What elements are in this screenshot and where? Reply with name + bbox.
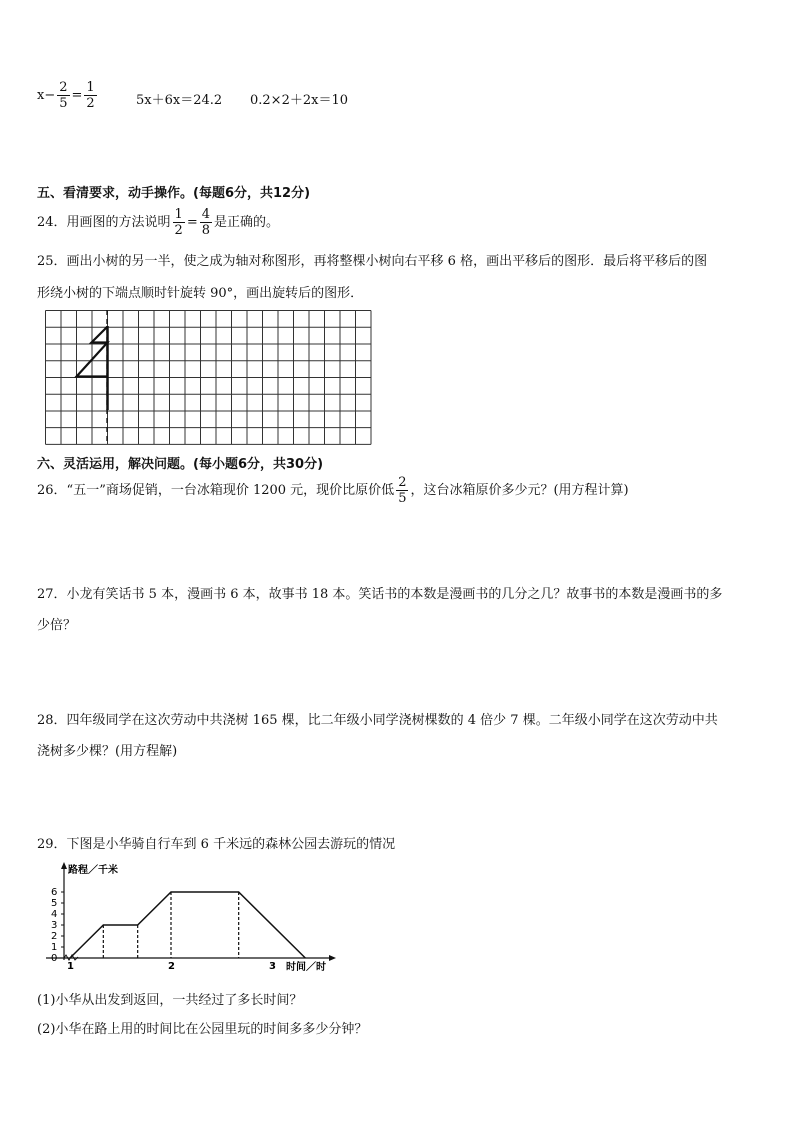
- q26-fraction: $\frac{2}{5}$: [398, 475, 407, 506]
- question-29-sub-2: (2)小华在路上用的时间比在公园里玩的时间多多少分钟？: [37, 1022, 368, 1037]
- y-tick-label: 6: [51, 887, 58, 898]
- eq1-equals: =: [71, 88, 83, 103]
- section-5-heading: 五、看清要求，动手操作。(每题6分，共12分): [37, 186, 311, 201]
- eq1-fraction-1: $\frac{2}{5}$: [59, 80, 68, 111]
- question-26: 26．“五一”商场促销，一台冰箱现价 1200 元，现价比原价低 $\frac{2}{5}$ ，这台冰箱原价多少元？(用方程计算): [37, 475, 629, 506]
- q24-fraction-2: $\frac{4}{8}$: [201, 207, 211, 238]
- y-axis-arrow: [61, 862, 67, 869]
- distance-time-chart: [36, 860, 340, 976]
- question-28-line-1: 28．四年级同学在这次劳动中共浇树 165 棵，比二年级小同学浇树棵数的 4 倍少 7 棵。二年级小同学在这次劳动中共: [37, 713, 718, 728]
- question-25-line-1: 25．画出小树的另一半，使之成为轴对称图形，再将整棵小树向右平移 6 格，画出平移后的图形．最后将平移后的图: [37, 254, 708, 269]
- y-tick-label: 3: [51, 920, 58, 931]
- y-tick-label: 5: [51, 898, 58, 909]
- x-axis-arrow: [329, 955, 336, 961]
- question-25-line-2: 形绕小树的下端点顺时针旋转 90°，画出旋转后的图形．: [37, 286, 364, 301]
- y-tick-label: 0: [51, 953, 58, 964]
- question-29-sub-1: (1)小华从出发到返回，一共经过了多长时间？: [37, 993, 303, 1008]
- tree-grid: [45, 310, 383, 446]
- question-27-line-1: 27．小龙有笑话书 5 本，漫画书 6 本，故事书 18 本。笑话书的本数是漫画书的几分之几？故事书的本数是漫画书的多: [37, 587, 723, 602]
- y-tick-label: 4: [51, 909, 58, 920]
- equation-3: 0.2×2＋2x＝10: [250, 93, 348, 108]
- x-tick-label: 2: [168, 961, 175, 972]
- question-28-line-2: 浇树多少棵？(用方程解): [37, 744, 178, 759]
- section-6-heading: 六、灵活运用，解决问题。(每小题6分，共30分): [37, 457, 324, 472]
- equation-row: [37, 80, 99, 111]
- q24-fraction-1: $\frac{1}{2}$: [174, 207, 183, 238]
- question-27-line-2: 少倍？: [37, 618, 77, 633]
- x-tick-label: 3: [269, 961, 276, 972]
- question-29-intro: 29．下图是小华骑自行车到 6 千米远的森林公园去游玩的情况: [37, 837, 396, 852]
- x-axis-label: 时间／时: [286, 962, 326, 973]
- eq1-fraction-2: $\frac{1}{2}$: [86, 80, 95, 111]
- y-tick-label: 2: [51, 931, 58, 942]
- eq1-prefix: x−: [37, 88, 56, 103]
- equation-2: 5x＋6x＝24.2: [136, 93, 223, 108]
- question-24: 24．用画图的方法说明 $\frac{1}{2}$ = $\frac{4}{8}$ 是正确的。: [37, 207, 280, 238]
- y-axis-label: 路程／千米: [68, 865, 118, 876]
- y-tick-label: 1: [51, 942, 58, 953]
- x-tick-label: 1: [67, 961, 74, 972]
- series-line: [70, 892, 305, 958]
